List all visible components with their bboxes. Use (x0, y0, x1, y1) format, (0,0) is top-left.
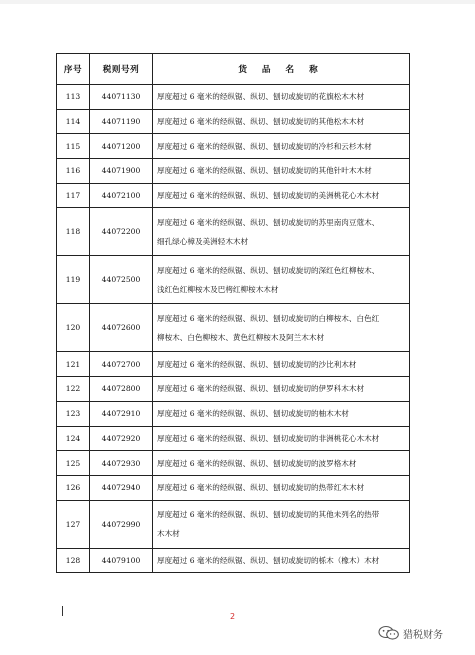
row-number: 121 (57, 352, 90, 377)
table-row (57, 134, 410, 159)
tariff-code: 44072200 (90, 208, 153, 256)
wechat-icon (378, 625, 400, 641)
goods-description (153, 304, 410, 352)
description-line: 厚度超过 6 毫米的经纵锯、纵切、刨切或旋切的冷杉和云杉木材 (157, 141, 372, 151)
row-number: 123 (57, 401, 90, 426)
row-number: 127 (57, 500, 90, 548)
goods-description (153, 451, 410, 476)
page-edge-mark (62, 606, 63, 616)
description-line: 厚度超过 6 毫米的经纵锯、纵切、刨切或旋切的白柳桉木、白色红 (157, 313, 380, 323)
goods-description (153, 401, 410, 426)
goods-description (153, 377, 410, 402)
tariff-code: 44072800 (90, 377, 153, 402)
description-line: 木木材 (157, 529, 180, 539)
tariff-code: 44072500 (90, 256, 153, 304)
description-line: 厚度超过 6 毫米的经纵锯、纵切、刨切或旋切的非洲桃花心木木材 (157, 433, 380, 443)
table-row (57, 451, 410, 476)
description-line: 厚度超过 6 毫米的经纵锯、纵切、刨切或旋切的波罗格木材 (157, 458, 357, 468)
description-line: 厚度超过 6 毫米的经纵锯、纵切、刨切或旋切的热带红木木材 (157, 483, 365, 493)
description-line: 细孔绿心樟及美洲轻木木材 (157, 236, 249, 246)
description-line: 厚度超过 6 毫米的经纵锯、纵切、刨切或旋切的沙比利木材 (157, 359, 357, 369)
table-row (57, 159, 410, 184)
table-row (57, 183, 410, 208)
tariff-code: 44072600 (90, 304, 153, 352)
row-number: 125 (57, 451, 90, 476)
table-row (57, 401, 410, 426)
row-number: 114 (57, 109, 90, 134)
row-number: 128 (57, 548, 90, 573)
watermark (378, 623, 443, 643)
goods-description (153, 352, 410, 377)
tariff-code: 44072910 (90, 401, 153, 426)
table-row (57, 377, 410, 402)
description-line: 柳桉木、白色柳桉木、黄色红柳桉木及阿兰木木材 (157, 332, 325, 342)
description-line: 厚度超过 6 毫米的经纵锯、纵切、刨切或旋切的其他松木木材 (157, 117, 365, 127)
tariff-code: 44079100 (90, 548, 153, 573)
goods-description (153, 183, 410, 208)
goods-description (153, 475, 410, 500)
goods-description (153, 159, 410, 184)
watermark-text: 猎税财务 (403, 629, 443, 641)
row-number: 115 (57, 134, 90, 159)
tariff-code: 44072100 (90, 183, 153, 208)
table-body (57, 85, 410, 573)
page-number: 2 (230, 612, 236, 621)
row-number: 119 (57, 256, 90, 304)
row-number: 113 (57, 85, 90, 110)
description-line: 厚度超过 6 毫米的经纵锯、纵切、刨切或旋切的栎木（橡木）木材 (157, 555, 380, 565)
table-row (57, 352, 410, 377)
tariff-code: 44071190 (90, 109, 153, 134)
tariff-code: 44072990 (90, 500, 153, 548)
row-number: 117 (57, 183, 90, 208)
table-row (57, 256, 410, 304)
tariff-code: 44072700 (90, 352, 153, 377)
description-line: 厚度超过 6 毫米的经纵锯、纵切、刨切或旋切的深红色红柳桉木、 (157, 265, 380, 275)
goods-description (153, 134, 410, 159)
table-row (57, 548, 410, 573)
tariff-code: 44071200 (90, 134, 153, 159)
table-row (57, 475, 410, 500)
goods-description (153, 548, 410, 573)
header-desc: 货 品 名 称 (153, 54, 410, 85)
description-line: 厚度超过 6 毫米的经纵锯、纵切、刨切或旋切的苏里南肉豆蔻木、 (157, 217, 380, 227)
row-number: 118 (57, 208, 90, 256)
table-row (57, 109, 410, 134)
description-line: 厚度超过 6 毫米的经纵锯、纵切、刨切或旋切的美洲桃花心木木材 (157, 191, 380, 201)
goods-description (153, 208, 410, 256)
table-row (57, 426, 410, 451)
header-code: 税则号列 (90, 54, 153, 85)
table-row (57, 500, 410, 548)
tariff-table (56, 53, 410, 573)
goods-description (153, 109, 410, 134)
goods-description (153, 426, 410, 451)
row-number: 126 (57, 475, 90, 500)
table-row (57, 208, 410, 256)
table-row (57, 304, 410, 352)
row-number: 124 (57, 426, 90, 451)
tariff-code: 44071130 (90, 85, 153, 110)
description-line: 厚度超过 6 毫米的经纵锯、纵切、刨切或旋切的花旗松木木材 (157, 92, 365, 102)
description-line: 浅红色红柳桉木及巴栲红柳桉木木材 (157, 284, 279, 294)
description-line: 厚度超过 6 毫米的经纵锯、纵切、刨切或旋切的伊罗科木木材 (157, 384, 365, 394)
goods-description (153, 256, 410, 304)
tariff-code: 44072930 (90, 451, 153, 476)
goods-description (153, 85, 410, 110)
goods-description (153, 500, 410, 548)
table-header-row (57, 54, 410, 85)
description-line: 厚度超过 6 毫米的经纵锯、纵切、刨切或旋切的柚木木材 (157, 409, 349, 419)
tariff-code: 44072940 (90, 475, 153, 500)
tariff-code: 44071900 (90, 159, 153, 184)
table-row (57, 85, 410, 110)
description-line: 厚度超过 6 毫米的经纵锯、纵切、刨切或旋切的其他针叶木木材 (157, 166, 372, 176)
description-line: 厚度超过 6 毫米的经纵锯、纵切、刨切或旋切的其他未列名的热带 (157, 510, 380, 520)
row-number: 120 (57, 304, 90, 352)
tariff-code: 44072920 (90, 426, 153, 451)
page-top-edge (0, 0, 475, 4)
row-number: 116 (57, 159, 90, 184)
row-number: 122 (57, 377, 90, 402)
header-num: 序号 (57, 54, 90, 85)
